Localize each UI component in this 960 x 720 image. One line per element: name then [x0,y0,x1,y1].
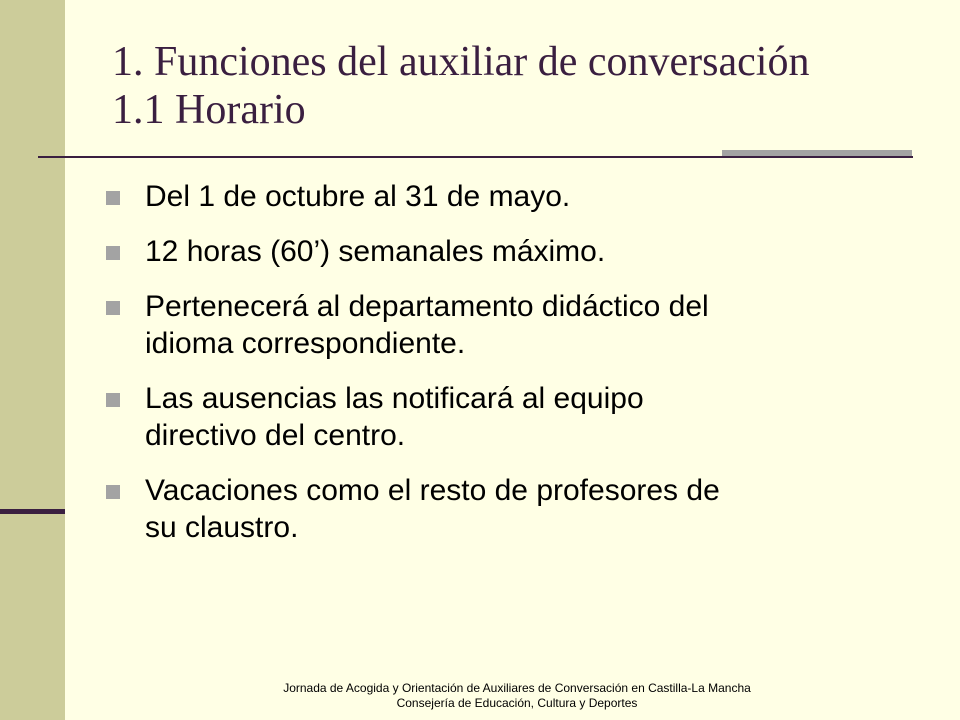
bullet-item [106,233,886,270]
bullet-item [106,380,886,454]
title-line-2: 1.1 Horario [112,87,306,133]
footer-line-2: Consejería de Educación, Cultura y Deportes [396,696,638,710]
footer-line-1: Jornada de Acogida y Orientación de Auxiliares de Conversación en Castilla-La Mancha [283,681,751,695]
title-rule [38,156,913,158]
square-bullet-icon [106,301,120,315]
bullet-text-continued: idioma correspondiente. [145,327,466,360]
side-accent-bar [0,509,65,514]
bullet-text: 12 horas (60’) semanales máximo. [145,235,606,268]
title-line-1: 1. Funciones del auxiliar de conversación [112,39,810,85]
bullet-item [106,288,886,362]
bullet-text-continued: directivo del centro. [145,419,406,452]
slide-title [112,38,957,134]
bullet-list [106,178,886,564]
bullet-text: Vacaciones como el resto de profesores de [145,474,720,507]
slide-footer [150,681,884,711]
square-bullet-icon [106,191,120,205]
square-bullet-icon [106,485,120,499]
bullet-text-continued: su claustro. [145,511,299,544]
square-bullet-icon [106,246,120,260]
bullet-text: Las ausencias las notificará al equipo [145,382,644,415]
bullet-item [106,472,886,546]
side-band [0,0,65,720]
bullet-text: Pertenecerá al departamento didáctico del [145,290,709,323]
bullet-item [106,178,886,215]
square-bullet-icon [106,393,120,407]
bullet-text: Del 1 de octubre al 31 de mayo. [145,180,571,213]
